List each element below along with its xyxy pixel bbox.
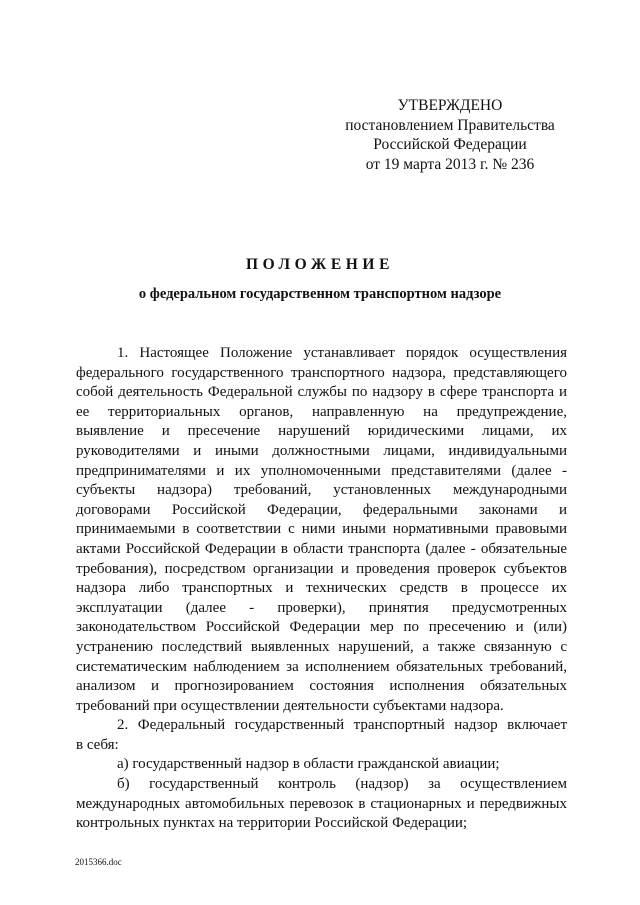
body-line: 2. Федеральный государственный транспортный надзор включает xyxy=(117,717,567,734)
body-line: выявление и пресечение нарушений юридическими лицами, их xyxy=(76,423,567,440)
body-line: собой деятельность Федеральной службы по надзору в сфере транспорта и xyxy=(76,384,567,401)
body-line: требований при осуществлении деятельности субъектами надзора. xyxy=(76,697,504,714)
approval-line: Российской Федерации xyxy=(373,136,527,153)
file-name-footer: 2015366.doc xyxy=(75,857,122,867)
body-line: надзора либо транспортных и технических средств в процессе их xyxy=(76,580,567,597)
body-line: международных автомобильных перевозок в стационарных и передвижных xyxy=(76,795,567,812)
body-line: законодательством Российской Федерации мер по пресечению и (или) xyxy=(76,619,567,636)
document-body xyxy=(76,344,567,834)
body-line: эксплуатации (далее - проверки), принятия предусмотренных xyxy=(76,599,567,616)
body-line: принимаемыми в соответствии с ними иными нормативными правовыми xyxy=(76,521,567,538)
approval-date-line: от 19 марта 2013 г. № 236 xyxy=(365,155,535,173)
document-title: ПОЛОЖЕНИЕ xyxy=(245,256,395,273)
body-line: анализом и прогнозированием состояния исполнения обязательных xyxy=(76,678,567,695)
body-line: в себя: xyxy=(76,736,119,753)
body-line: актами Российской Федерации в области транспорта (далее - обязательные xyxy=(76,540,567,557)
document-subtitle: о федеральном государственном транспортном надзоре xyxy=(138,286,502,302)
body-line: договорами Российской Федерации, федеральными законами и xyxy=(76,501,567,518)
body-line: а) государственный надзор в области гражданской авиации; xyxy=(117,756,500,773)
body-line: устранению последствий выявленных нарушений, а также связанную с xyxy=(76,638,567,655)
body-line: ее территориальных органов, направленную на предупреждение, xyxy=(76,403,567,420)
body-line: 1. Настоящее Положение устанавливает порядок осуществления xyxy=(117,345,567,361)
approval-heading: УТВЕРЖДЕНО xyxy=(397,97,503,114)
body-line: требования), посредством организации и проведения проверок субъектов xyxy=(76,560,567,577)
approval-line: постановлением Правительства xyxy=(345,116,555,134)
body-line: б) государственный контроль (надзор) за осуществлением xyxy=(117,776,567,793)
body-line: контрольных пунктах на территории Российской Федерации; xyxy=(76,815,468,832)
body-line: предпринимателями и их уполномоченными представителями (далее - xyxy=(76,462,567,479)
body-line: руководителями и иными должностными лицами, индивидуальными xyxy=(76,442,567,459)
body-line: систематическим наблюдением за исполнением обязательных требований, xyxy=(76,658,567,675)
body-line: субъекты надзора) требований, установленных международными xyxy=(76,482,567,499)
approval-stamp xyxy=(300,96,600,174)
body-line: федерального государственного транспортного надзора, представляющего xyxy=(76,364,567,381)
